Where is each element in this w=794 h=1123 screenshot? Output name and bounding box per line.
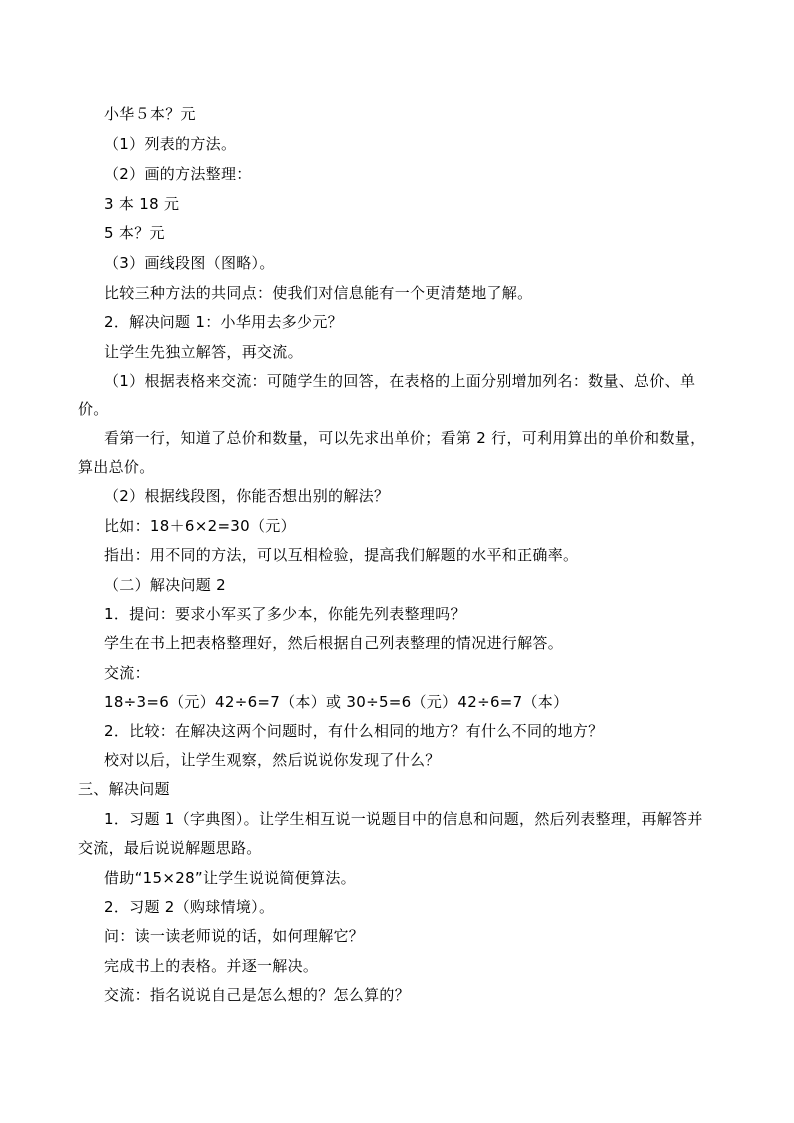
text-line: （2）根据线段图，你能否想出别的解法？ <box>104 487 390 505</box>
text-line: 交流： <box>104 664 150 682</box>
text-line: （1）列表的方法。 <box>104 135 237 153</box>
text-line: 1．习题 1（字典图）。让学生相互说一说题目中的信息和问题，然后列表整理，再解答并 <box>104 810 703 828</box>
text-line: 1．提问：要求小军买了多少本，你能先列表整理吗？ <box>104 605 466 623</box>
text-line: 借助“15×28”让学生说说简便算法。 <box>104 869 356 887</box>
text-line: 校对以后，让学生观察，然后说说你发现了什么？ <box>104 751 441 769</box>
text-line: 2．比较：在解决这两个问题时，有什么相同的地方？有什么不同的地方？ <box>104 722 604 740</box>
text-line: 3 本 18 元 <box>104 195 180 213</box>
text-line: 18÷3=6（元）42÷6=7（本）或 30÷5=6（元）42÷6=7（本） <box>104 693 569 711</box>
text-line: 学生在书上把表格整理好，然后根据自己列表整理的情况进行解答。 <box>104 634 564 652</box>
text-line: （3）画线段图（图略）。 <box>104 254 275 272</box>
text-line: 5 本？元 <box>104 224 165 242</box>
text-line: 2．解决问题 1：小华用去多少元？ <box>104 313 343 331</box>
text-line: 比较三种方法的共同点：使我们对信息能有一个更清楚地了解。 <box>104 284 533 302</box>
text-line: 算出总价。 <box>78 458 155 476</box>
section-heading: 三、解决问题 <box>78 780 170 798</box>
text-line: 交流：指名说说自己是怎么想的？怎么算的？ <box>104 986 411 1004</box>
text-line: （1）根据表格来交流：可随学生的回答，在表格的上面分别增加列名：数量、总价、单 <box>104 372 696 390</box>
text-line: （2）画的方法整理： <box>104 165 252 183</box>
text-line: 问：读一读老师说的话，如何理解它？ <box>104 927 365 945</box>
text-line: （二）解决问题 2 <box>104 576 227 594</box>
text-line: 价。 <box>78 400 109 418</box>
text-line: 看第一行，知道了总价和数量，可以先求出单价；看第 2 行，可利用算出的单价和数量， <box>104 429 706 447</box>
text-line: 让学生先独立解答，再交流。 <box>104 343 303 361</box>
text-line: 小华５本？元 <box>104 105 196 123</box>
text-line: 指出：用不同的方法，可以互相检验，提高我们解题的水平和正确率。 <box>104 546 579 564</box>
text-line: 完成书上的表格。并逐一解决。 <box>104 957 319 975</box>
text-line: 比如：18＋6×2=30（元） <box>104 517 296 535</box>
text-line: 交流，最后说说解题思路。 <box>78 839 262 857</box>
text-line: 2．习题 2（购球情境）。 <box>104 898 275 916</box>
